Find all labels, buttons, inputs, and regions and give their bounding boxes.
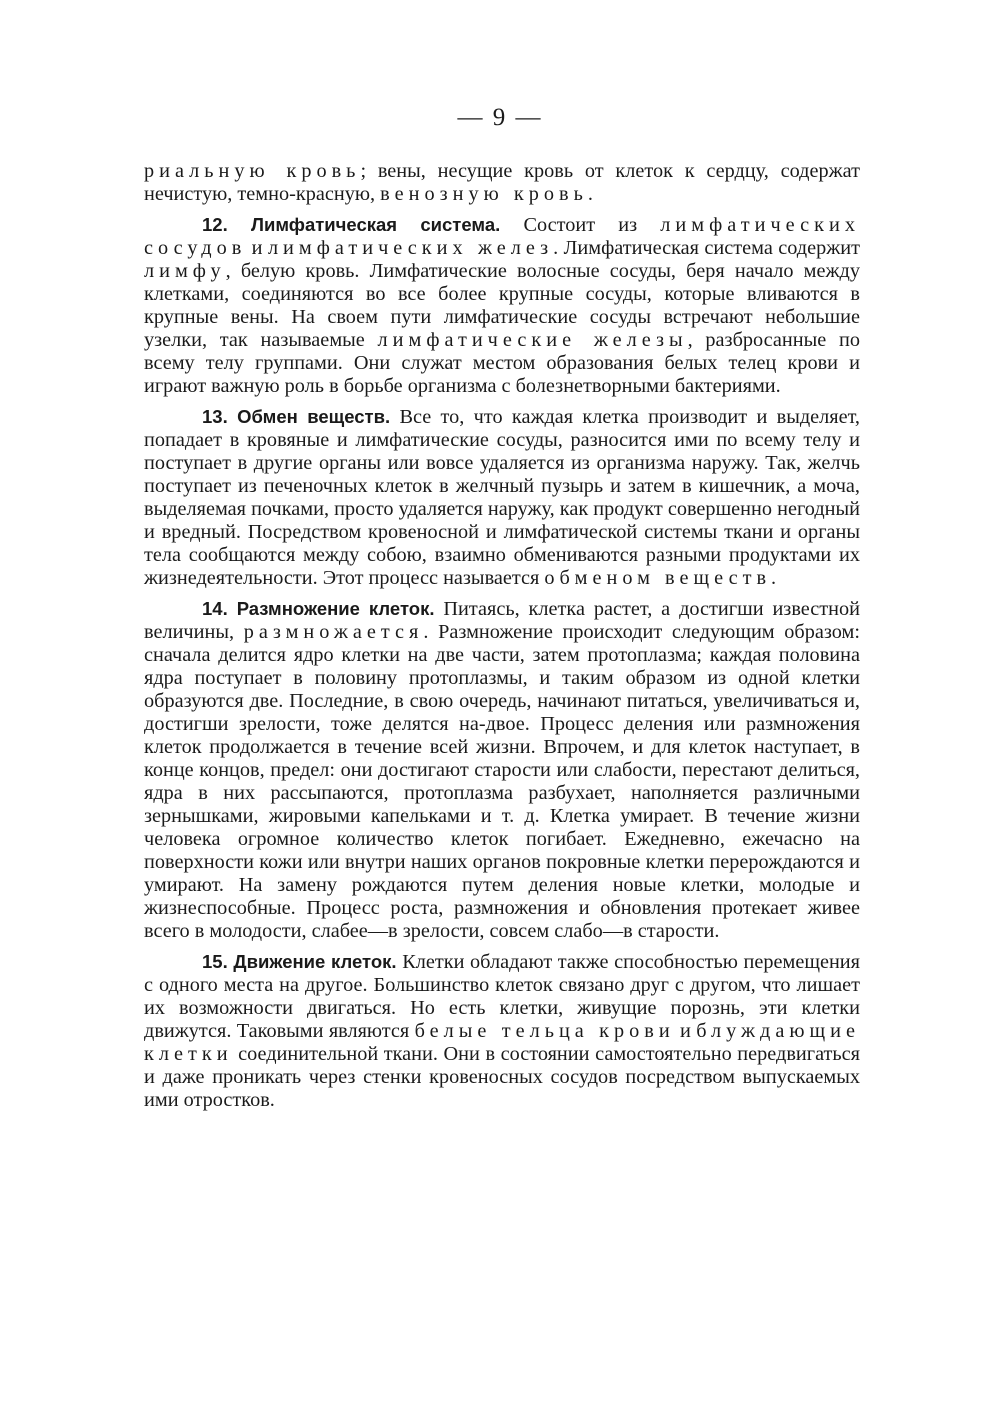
text-run: , белую кровь. Лимфатические волосные сосуды, беря начало между клетками, соединяются во все более крупные сосуды, которые вливаются в крупные вены. На своем пути лимфатические сосуды встречают небольшие узелки, так называемые	[144, 260, 860, 351]
spaced-term: лимфу	[144, 260, 226, 282]
spaced-term: лимфатические железы	[377, 329, 688, 351]
spaced-term: блуждающие клетки	[144, 1020, 860, 1065]
section-heading: 14. Размножение клеток.	[202, 598, 435, 619]
paragraph-section-13	[144, 405, 860, 590]
paragraph-section-12	[144, 213, 860, 398]
text-run: .	[771, 567, 777, 589]
text-run: Клетки обладают также способностью перемещения с одного места на другое. Большинство клеток связано друг с другом, что лишает их возможности двигаться. Но есть клетки, живущие порознь, эти клетки движутся. Таковыми являются	[144, 951, 860, 1042]
paragraph-section-14	[144, 597, 860, 943]
spaced-term: риальную кровь	[144, 160, 361, 182]
spaced-term: размножается	[243, 621, 424, 643]
body-text	[144, 160, 860, 1119]
text-run: и	[246, 237, 268, 259]
spaced-term: лимфатических сосудов	[144, 214, 860, 259]
spaced-term: белые тельца крови	[414, 1020, 675, 1042]
text-run: ; вены, несущие кровь от клеток к сердцу, содержат нечистую, темно-красную,	[144, 160, 860, 205]
text-run: Питаясь, клетка растет, а достигши известной величины,	[144, 598, 860, 643]
text-run: , разбросанные по всему телу группами. Они служат местом образования белых телец крови и играют важную роль в борьбе организма с болезнетворными бактериями.	[144, 329, 860, 397]
paragraph-section-15	[144, 950, 860, 1112]
spaced-term: венозную кровь	[380, 183, 588, 205]
spaced-term: лимфатических желез	[267, 237, 554, 259]
text-run: .	[587, 183, 593, 205]
section-heading: 15. Движение клеток.	[202, 951, 397, 972]
section-heading: 13. Обмен веществ.	[202, 406, 391, 427]
text-run: . Лимфатическая система содержит	[553, 237, 860, 259]
text-run: соединительной ткани. Они в состоянии самостоятельно передвигаться и даже проникать через стенки кровеносных сосудов посредством выпускаемых ими отростков.	[144, 1043, 860, 1111]
text-run: Все то, что каждая клетка производит и выделяет, попадает в кровяные и лимфатические сосуды, разносится ими по всему телу и поступает в другие органы или вовсе удаляется из организма наружу. Так, желчь поступает из печеночных клеток в желчный пузырь и затем в кишечник, а моча, выделяемая почками, просто удаляется наружу, как продукт совершенно негодный и вредный. Посредством кровеносной и лимфатической системы ткани и органы тела сообщаются между собою, взаимно обмениваются разными продуктами их жизнедеятельности. Этот процесс называется	[144, 406, 860, 589]
text-run: Состоит из	[500, 214, 661, 236]
text-run: . Размножение происходит следующим образом: сначала делится ядро клетки на две части, затем протоплазма; каждая половина ядра поступает в половину протоплазмы, и таким образом из одной клетки образуются две. Последние, в свою очередь, начинают питаться, увеличиваться и, достигши зрелости, тоже делятся на-двое. Процесс деления или размножения клеток продолжается в течение всей жизни. Впрочем, и для клеток наступает, в конце концов, предел: они достигают старости или слабости, перестают делиться, ядра в них рассыпаются, протоплазма разбухает, наполняется различными зернышками, жировыми капельками и т. д. Клетка умирает. В течение жизни человека огромное количество клеток погибает. Ежедневно, ежечасно на поверхности кожи или внутри наших органов покровные клетки перерождаются и умирают. На замену рождаются путем деления новые клетки, молодые и жизнеспособные. Процесс роста, размножения и обновления протекает живее всего в молодости, слабее—в зрелости, совсем слабо—в старости.	[144, 621, 861, 942]
page-number: — 9 —	[457, 104, 543, 131]
spaced-term: обменом веществ	[544, 567, 772, 589]
section-heading: 12. Лимфатическая система.	[202, 214, 501, 235]
paragraph-intro	[144, 160, 860, 206]
text-run: и	[674, 1020, 697, 1042]
